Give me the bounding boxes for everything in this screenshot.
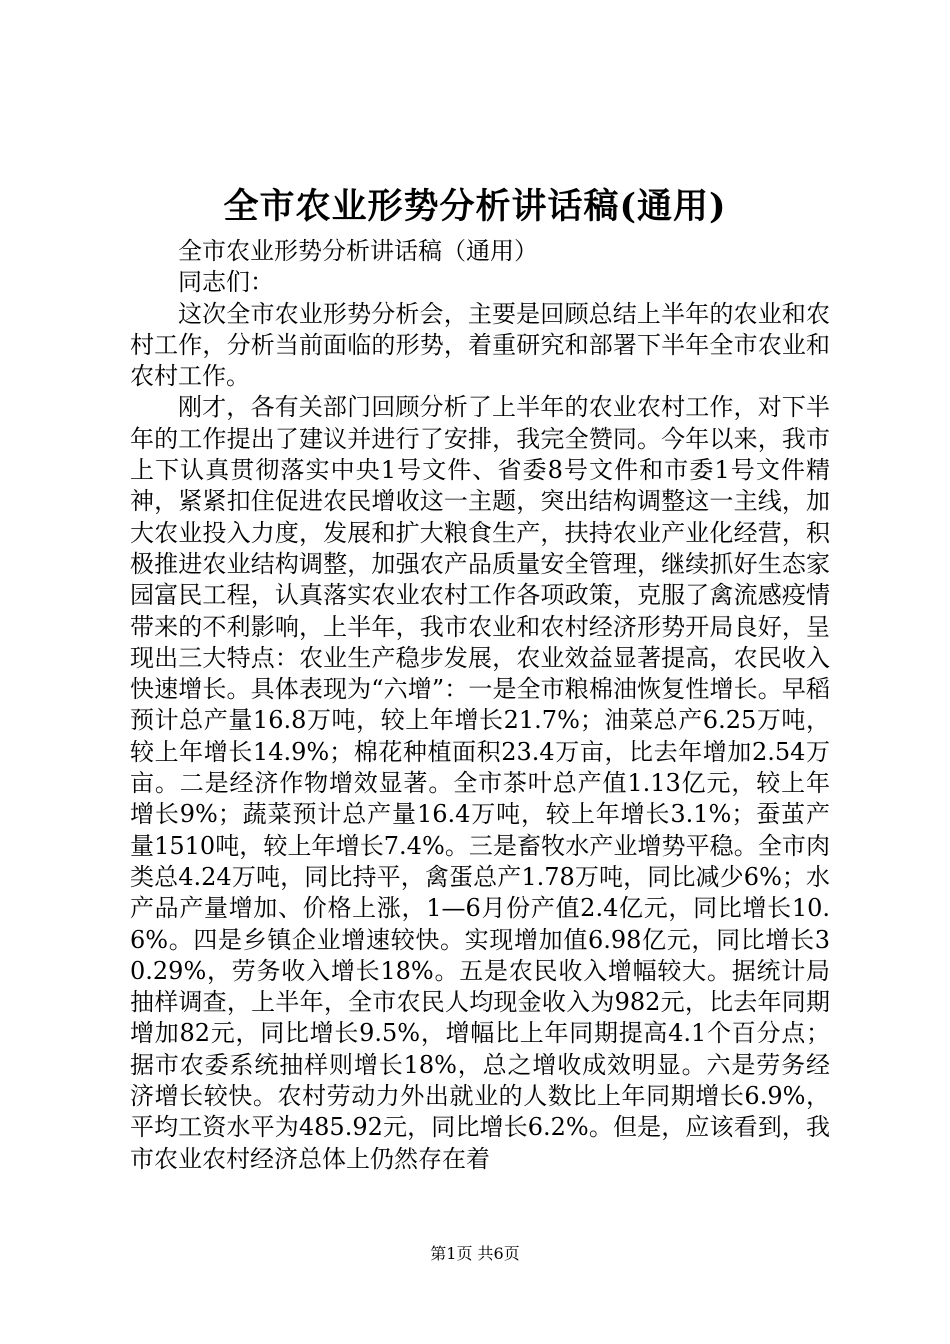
main-paragraph: 刚才，各有关部门回顾分析了上半年的农业农村工作，对下半年的工作提出了建议并进行了安排，我完全赞同。今年以来，我市上下认真贯彻落实中央1号文件、省委8号文件和市委1号文件精神，紧紧扣住促进农民增收这一主题，突出结构调整这一主线，加大农业投入力度，发展和扩大粮食生产，扶持农业产业化经营，积极推进农业结构调整，加强农产品质量安全管理，继续抓好生态家园富民工程，认真落实农业农村工作各项政策，克服了禽流感疫情带来的不利影响，上半年，我市农业和农村经济形势开局良好，呈现出三大特点：农业生产稳步发展，农业效益显著提高，农民收入快速增长。具体表现为“六增”：一是全市粮棉油恢复性增长。早稻预计总产量16.8万吨，较上年增长21.7%；油菜总产6.25万吨，较上年增长14.9%；棉花种植面积23.4万亩，比去年增加2.54万亩。二是经济作物增效显著。全市茶叶总产值1.13亿元，较上年增长9%；蔬菜预计总产量16.4万吨，较上年增长3.1%；蚕茧产量1510吨，较上年增长7.4%。三是畜牧水产业增势平稳。全市肉类总4.24万吨，同比持平，禽蛋总产1.78万吨，同比减少6%；水产品产量增加、价格上涨，1—6月份产值2.4亿元，同比增长10.6%。四是乡镇企业增速较快。实现增加值6.98亿元，同比增长30.29%，劳务收入增长18%。五是农民收入增幅较大。据统计局抽样调查，上半年，全市农民人均现金收入为982元，比去年同期增加82元，同比增长9.5%，增幅比上年同期提高4.1个百分点；据市农委系统抽样则增长18%，总之增收成效明显。六是劳务经济增长较快。农村劳动力外出就业的人数比上年同期增长6.9%，平均工资水平为485.92元，同比增长6.2%。但是，应该看到，我市农业农村经济总体上仍然存在着 xyxy=(130,393,830,1173)
document-title: 全市农业形势分析讲话稿(通用) xyxy=(223,186,727,227)
page-footer: 第1页 共6页 xyxy=(430,1244,520,1263)
document-body xyxy=(130,236,830,1175)
salutation-paragraph: 同志们： xyxy=(178,268,274,297)
subtitle-paragraph: 全市农业形势分析讲话稿（通用） xyxy=(178,237,538,265)
intro-paragraph: 这次全市农业形势分析会，主要是回顾总结上半年的农业和农村工作，分析当前面临的形势，着重研究和部署下半年全市农业和农村工作。 xyxy=(130,299,830,391)
